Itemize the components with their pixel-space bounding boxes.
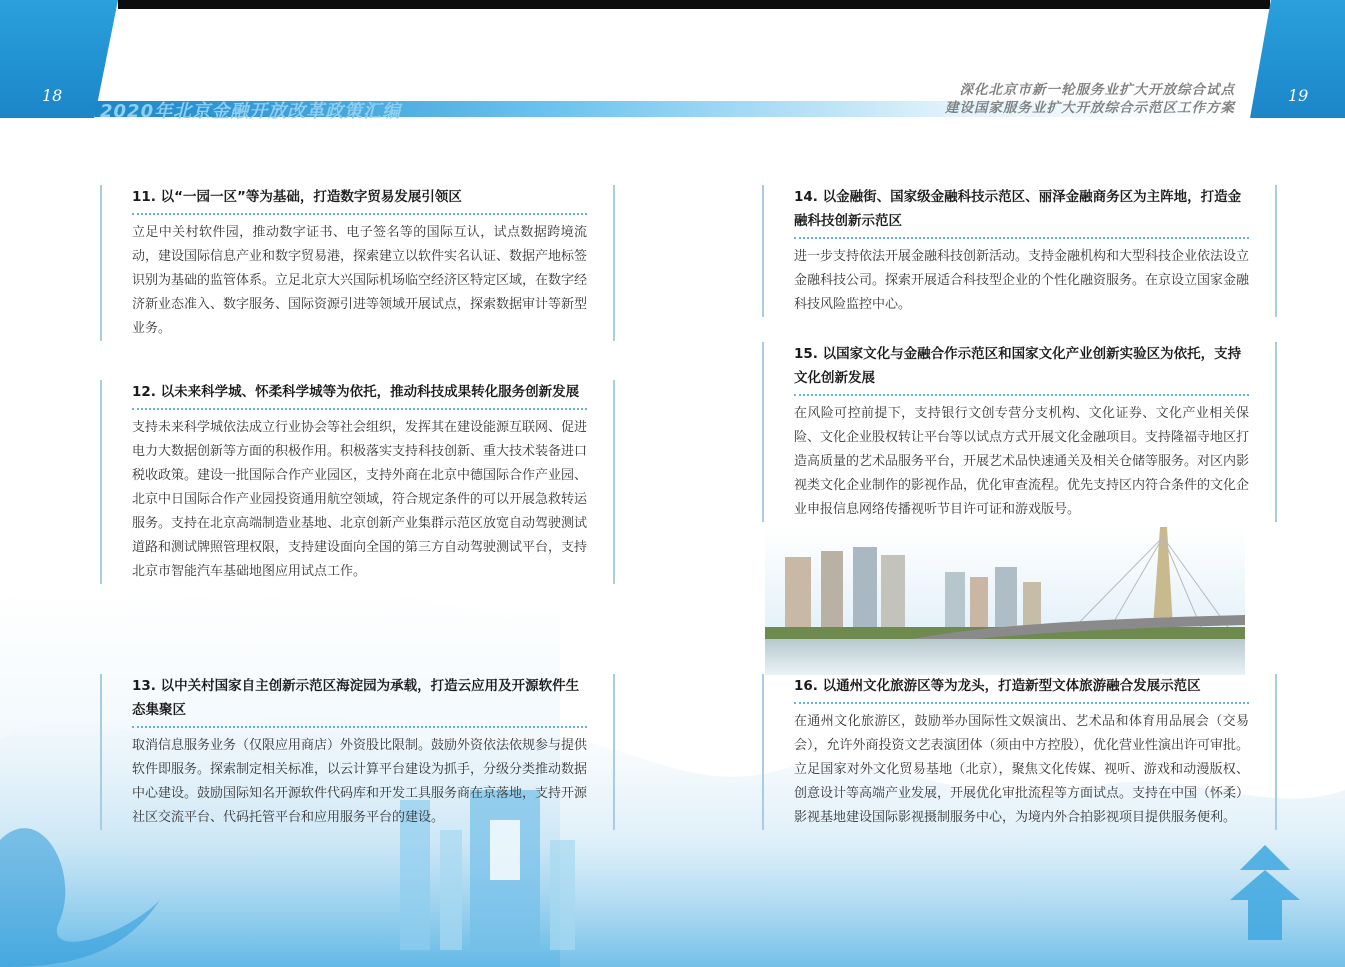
section-title: 11. 以“一园一区”等为基础，打造数字贸易发展引领区 [132, 185, 587, 215]
right-page-number: 19 [1288, 86, 1309, 105]
city-bridge-photo [765, 527, 1245, 675]
section-body: 立足中关村软件园，推动数字证书、电子签名等的国际互认，试点数据跨境流动，建设国际信息产业和数字贸易港，探索建立以软件实名认证、数据产地标签识别为基础的监管体系。立足北京大兴国际机场临空经济区特定区域，在数字经济新业态准入、数字服务、国际资源引进等领域开展试点，探索数据审计等新型业务。 [132, 225, 588, 336]
section-11 [100, 185, 587, 341]
right-running-title [945, 81, 1235, 117]
left-running-title: 2020年北京金融开放改革政策汇编 [100, 101, 402, 122]
section-body: 在风险可控前提下，支持银行文创专营分支机构、文化证券、文化产业相关保险、文化企业股权转让平台等以试点方式开展文化金融项目。支持隆福寺地区打造高质量的艺术品服务平台，开展艺术品快速通关及相关仓储等服务。对区内影视类文化企业制作的影视作品，优化审查流程。优先支持区内符合条件的文化企业申报信息网络传播视听节目许可证和游戏版号。 [794, 406, 1250, 517]
left-page-number: 18 [42, 86, 63, 105]
section-title: 12. 以未来科学城、怀柔科学城等为依托，推动科技成果转化服务创新发展 [132, 380, 587, 410]
section-body: 取消信息服务业务（仅限应用商店）外资股比限制。鼓励外资依法依规参与提供软件即服务。探索制定相关标准，以云计算平台建设为抓手，分级分类推动数据中心建设。鼓励国际知名开源软件代码库和开发工具服务商在京落地，支持开源社区交流平台、代码托管平台和应用服务平台的建设。 [132, 738, 588, 825]
section-12 [100, 380, 587, 584]
section-title: 16. 以通州文化旅游区等为龙头，打造新型文体旅游融合发展示范区 [794, 674, 1249, 704]
right-title-line-1: 深化北京市新一轮服务业扩大开放综合试点 [959, 82, 1235, 98]
section-title: 13. 以中关村国家自主创新示范区海淀园为承载，打造云应用及开源软件生态集聚区 [132, 674, 587, 728]
section-body: 支持未来科学城依法成立行业协会等社会组织，发挥其在建设能源互联网、促进电力大数据创新等方面的积极作用。积极落实支持科技创新、重大技术装备进口税收政策。建设一批国际合作产业园区，支持外商在北京中德国际合作产业园、北京中日国际合作产业园投资通用航空领域，符合规定条件的可以开展急救转运服务。支持在北京高端制造业基地、北京创新产业集群示范区放宽自动驾驶测试道路和测试牌照管理权限，支持建设面向全国的第三方自动驾驶测试平台，支持北京市智能汽车基础地图应用试点工作。 [132, 420, 588, 579]
top-black-bar [118, 0, 1270, 9]
right-title-line-2: 建设国家服务业扩大开放综合示范区工作方案 [945, 100, 1235, 116]
section-title: 15. 以国家文化与金融合作示范区和国家文化产业创新实验区为依托，支持文化创新发展 [794, 342, 1249, 396]
section-15 [762, 342, 1249, 522]
section-13 [100, 674, 587, 830]
section-body: 在通州文化旅游区，鼓励举办国际性文娱演出、艺术品和体育用品展会（交易会），允许外商投资文艺表演团体（须由中方控股），优化营业性演出许可审批。立足国家对外文化贸易基地（北京），聚焦文化传媒、视听、游戏和动漫版权、创意设计等高端产业发展，开展优化审批流程等方面试点。支持在中国（怀柔）影视基地建设国际影视摄制服务中心，为境内外合拍影视项目提供服务便利。 [794, 714, 1250, 825]
section-16 [762, 674, 1249, 830]
section-body: 进一步支持依法开展金融科技创新活动。支持金融机构和大型科技企业依法设立金融科技公司。探索开展适合科技型企业的个性化融资服务。在京设立国家金融科技风险监控中心。 [794, 249, 1250, 312]
section-title: 14. 以金融街、国家级金融科技示范区、丽泽金融商务区为主阵地，打造金融科技创新示范区 [794, 185, 1249, 239]
section-14 [762, 185, 1249, 317]
